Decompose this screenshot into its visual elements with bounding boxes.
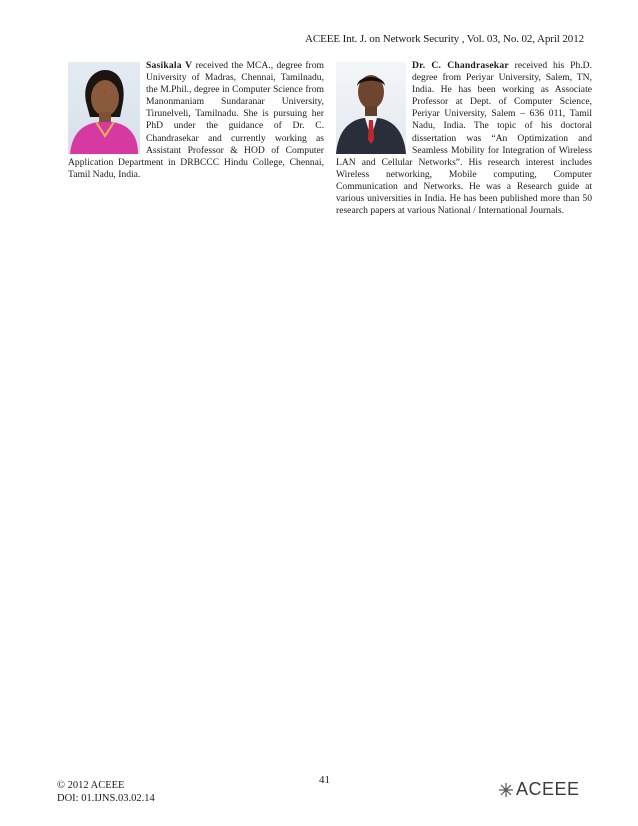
bio-text: received the MCA., degree from University of Madras, Chennai, Tamilnadu, the M.Phil., degree in Computer Science from Manonmaniam Sundaranar University, Tirunelveli, Tamilnadu. She is pursuing her PhD under the guidance of Dr. C. Chandrasekar and currently working as Assistant Professor & HOD of Computer Application Department in DRBCCC Hindu College, Chennai, Tamil Nadu, India. [68, 60, 325, 180]
author-photo-sasikala [68, 62, 140, 154]
journal-header: ACEEE Int. J. on Network Security , Vol. 03, No. 02, April 2012 [305, 33, 584, 45]
author-name: Dr. C. Chandrasekar [412, 60, 509, 71]
copyright: © 2012 ACEEE [57, 780, 125, 791]
bio-sasikala [68, 60, 324, 181]
logo-text: ACEEE [516, 779, 580, 799]
footer-info [57, 779, 155, 805]
page-number: 41 [319, 774, 330, 786]
author-name: Sasikala V [146, 60, 193, 71]
doi: DOI: 01.IJNS.03.02.14 [57, 793, 155, 804]
bio-chandrasekar [336, 60, 592, 217]
bio-text: received his Ph.D. degree from Periyar University, Salem, TN, India. He has been working as Associate Professor at Dept. of Computer Science, Periyar University, Salem – 636 011, Tamil Nadu, India. The topic of his doctoral dissertation was “An Optimization and Seamless Mobility for Integration of Wireless LAN and Cellular Networks”. His research interest includes Wireless networking, Mobile computing, Computer Communication and Networks. He was a Research guide at various universities in India. He has been published more than 50 research papers at various National / International Journals. [336, 60, 592, 217]
author-photo-chandrasekar [336, 62, 406, 154]
star-burst-icon [496, 781, 516, 799]
aceee-logo [496, 779, 580, 800]
